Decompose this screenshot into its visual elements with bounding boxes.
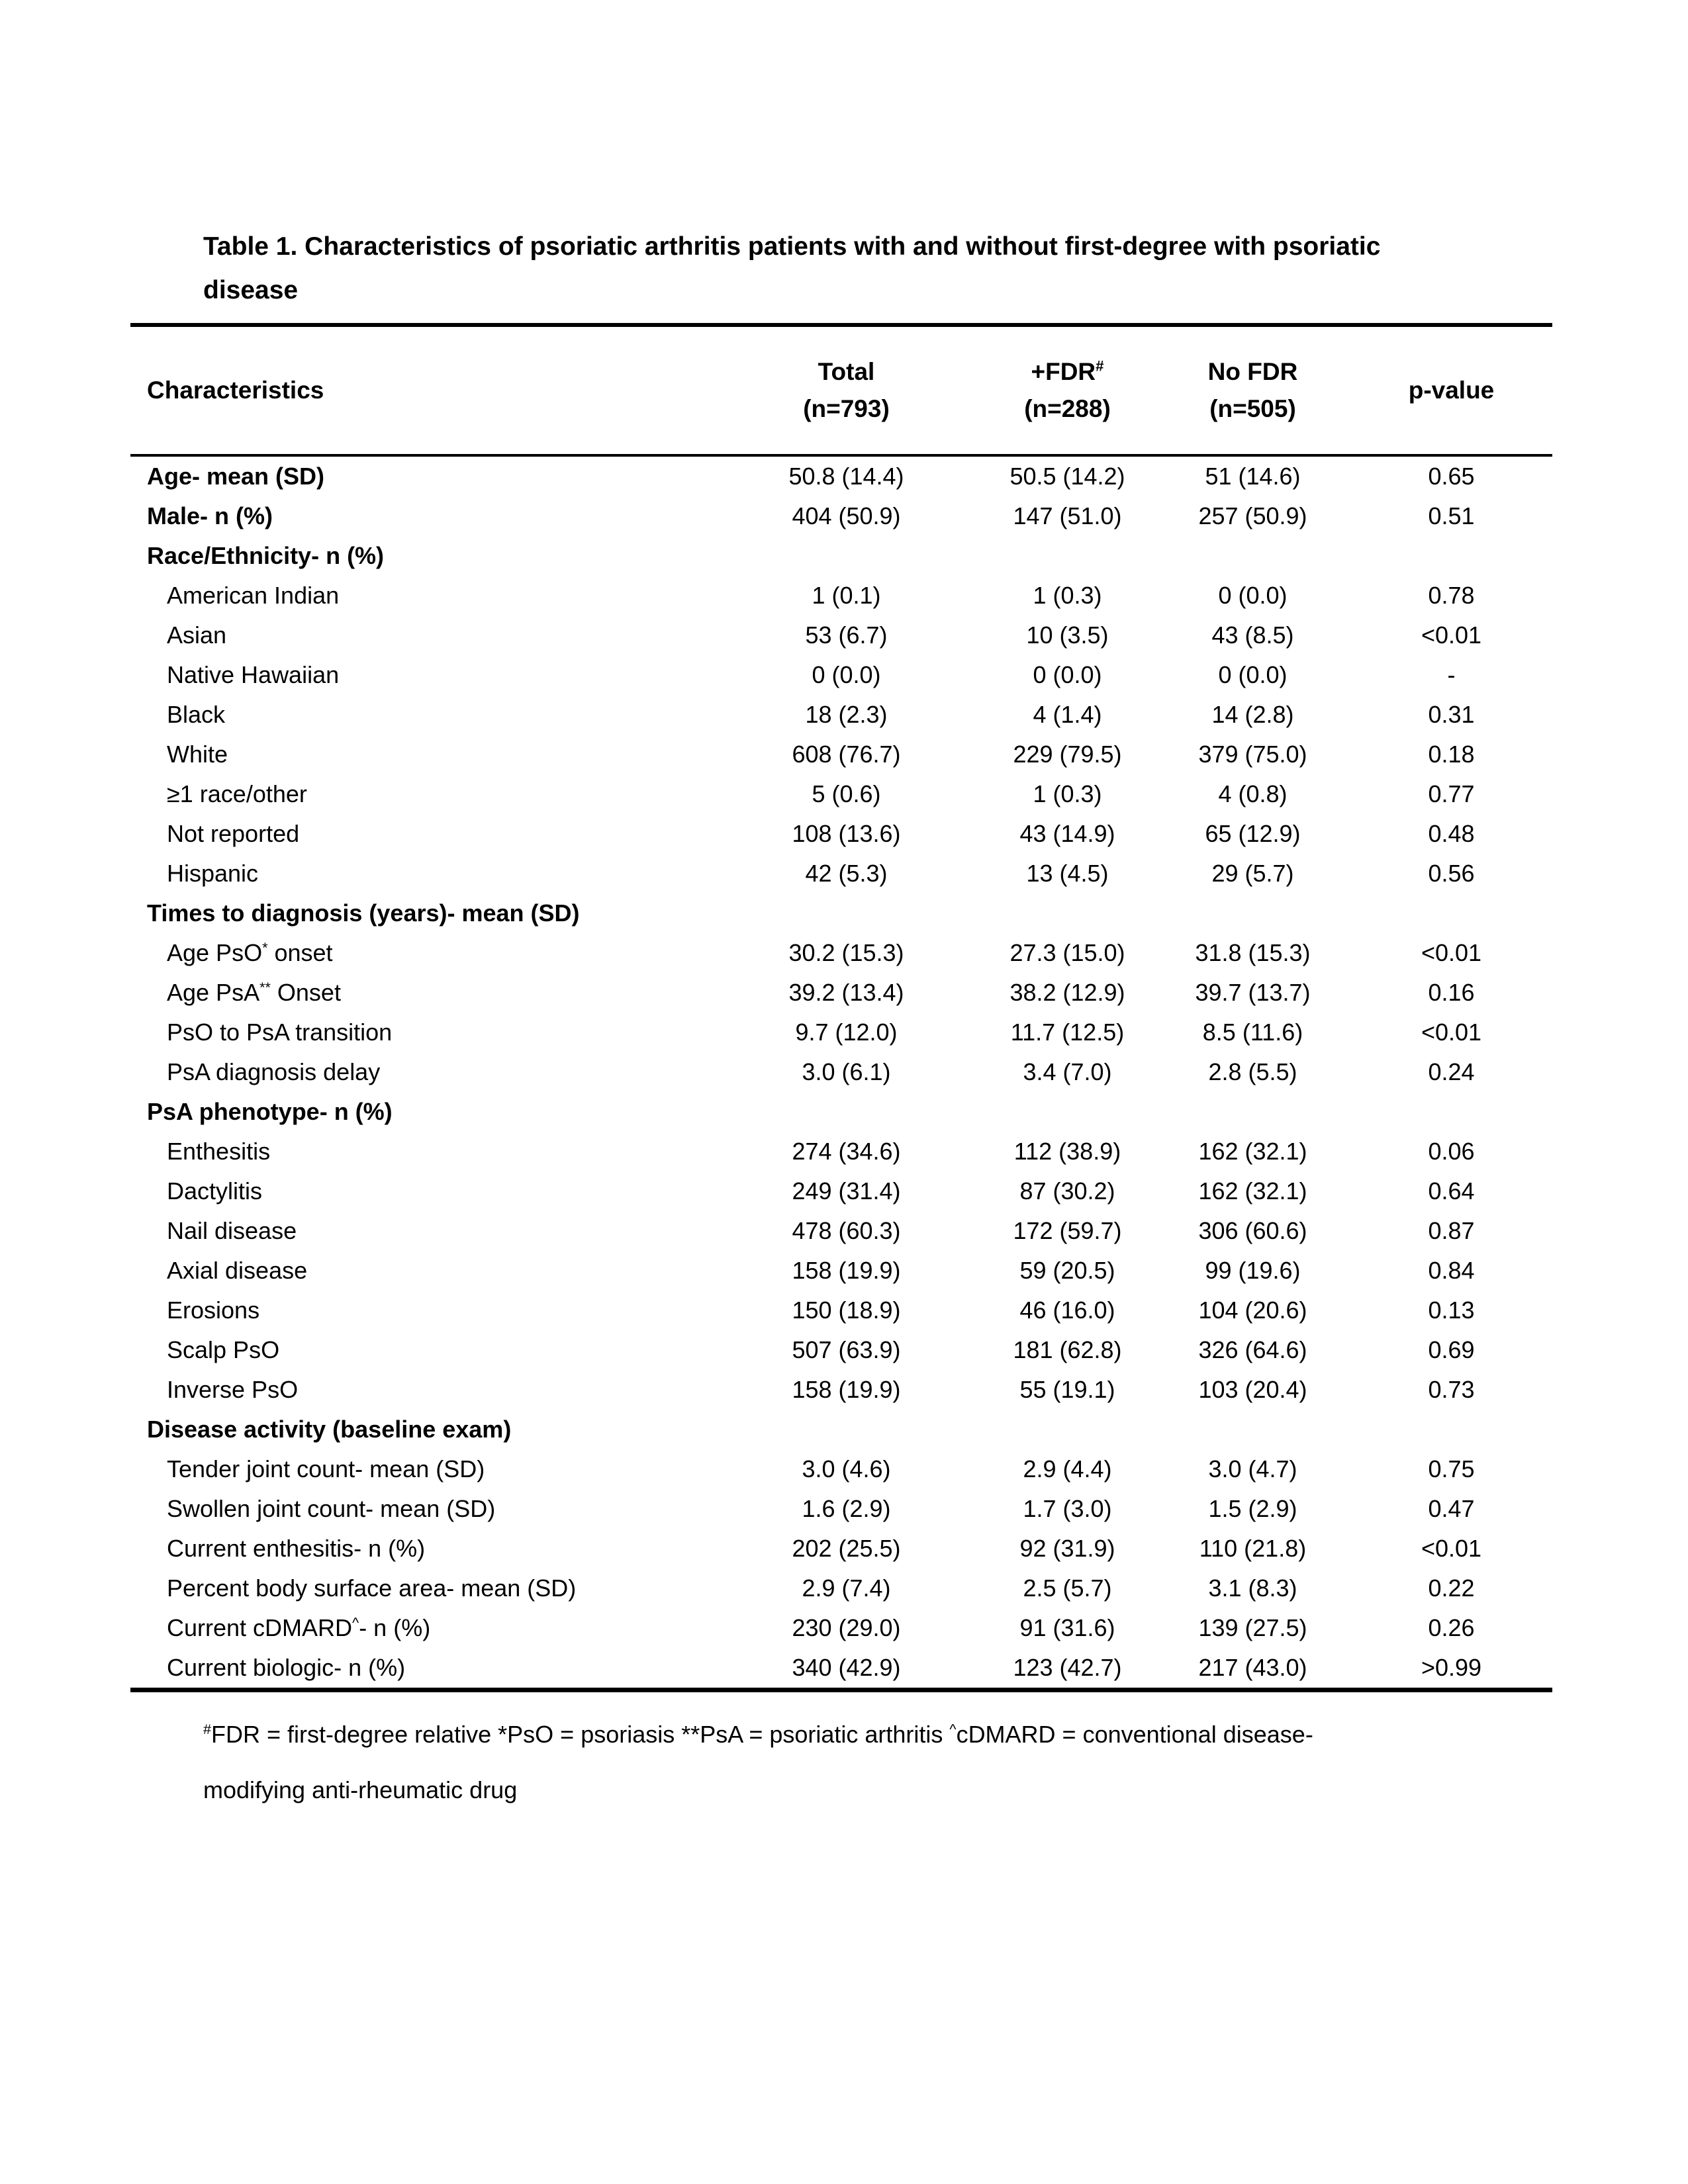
cell-pvalue: 0.84 xyxy=(1428,1257,1475,1284)
cell-nofdr: 31.8 (15.3) xyxy=(1195,939,1311,966)
cell-fdr: 11.7 (12.5) xyxy=(1010,1019,1125,1046)
cell-pvalue: 0.18 xyxy=(1428,741,1475,768)
table-body xyxy=(130,455,1552,1690)
cell-nofdr xyxy=(1155,1410,1350,1449)
cell-total: 50.8 (14.4) xyxy=(788,463,904,490)
table-row xyxy=(130,1648,1552,1690)
table-row xyxy=(130,933,1552,973)
table-row xyxy=(130,1489,1552,1529)
cell-nofdr: 39.7 (13.7) xyxy=(1195,979,1311,1006)
header-fdr-label xyxy=(980,353,1155,390)
table-row xyxy=(130,735,1552,774)
header-pvalue: p-value xyxy=(1408,377,1495,404)
cell-total: 1.6 (2.9) xyxy=(802,1495,891,1522)
cell-fdr: 38.2 (12.9) xyxy=(1009,979,1125,1006)
cell-pvalue: 0.26 xyxy=(1428,1614,1475,1641)
cell-total: 274 (34.6) xyxy=(792,1138,901,1165)
cell-pvalue: <0.01 xyxy=(1421,939,1482,966)
row-label: Enthesitis xyxy=(167,1138,271,1165)
cell-pvalue: >0.99 xyxy=(1421,1654,1482,1681)
row-label: Current biologic- n (%) xyxy=(167,1654,406,1681)
cell-total: 150 (18.9) xyxy=(792,1297,901,1324)
cell-total: 5 (0.6) xyxy=(812,780,881,807)
table-row xyxy=(130,1291,1552,1330)
row-label: Tender joint count- mean (SD) xyxy=(167,1455,485,1482)
table-row xyxy=(130,1370,1552,1410)
cell-total: 9.7 (12.0) xyxy=(795,1019,898,1046)
cell-nofdr: 306 (60.6) xyxy=(1198,1217,1307,1244)
cell-nofdr: 3.0 (4.7) xyxy=(1208,1455,1297,1482)
cell-total: 230 (29.0) xyxy=(792,1614,901,1641)
cell-nofdr: 29 (5.7) xyxy=(1211,860,1294,887)
table-row xyxy=(130,655,1552,695)
cell-total: 158 (19.9) xyxy=(792,1376,901,1403)
cell-total: 30.2 (15.3) xyxy=(788,939,904,966)
cell-total: 2.9 (7.4) xyxy=(802,1574,891,1602)
cell-fdr: 50.5 (14.2) xyxy=(1009,463,1125,490)
cell-nofdr: 4 (0.8) xyxy=(1218,780,1288,807)
cell-fdr: 1 (0.3) xyxy=(1033,780,1102,807)
table-row xyxy=(130,1211,1552,1251)
table-row xyxy=(130,1171,1552,1211)
cell-nofdr: 14 (2.8) xyxy=(1211,701,1294,728)
row-label: Dactylitis xyxy=(167,1177,263,1205)
header-fdr xyxy=(980,325,1155,455)
table-row xyxy=(130,536,1552,576)
cell-pvalue: 0.87 xyxy=(1428,1217,1475,1244)
cell-pvalue: 0.56 xyxy=(1428,860,1475,887)
row-label-superscript: ^ xyxy=(352,1614,359,1631)
cell-total: 202 (25.5) xyxy=(792,1535,901,1562)
table-row xyxy=(130,973,1552,1013)
cell-fdr: 27.3 (15.0) xyxy=(1009,939,1125,966)
cell-total xyxy=(713,536,980,576)
table-row xyxy=(130,893,1552,933)
cell-pvalue: 0.77 xyxy=(1428,780,1475,807)
cell-total xyxy=(713,1410,980,1449)
cell-total: 249 (31.4) xyxy=(792,1177,901,1205)
table-row xyxy=(130,695,1552,735)
cell-nofdr: 51 (14.6) xyxy=(1205,463,1301,490)
cell-total: 507 (63.9) xyxy=(792,1336,901,1363)
table-row xyxy=(130,1608,1552,1648)
row-label: PsO to PsA transition xyxy=(167,1019,393,1046)
cell-fdr: 87 (30.2) xyxy=(1019,1177,1115,1205)
cell-nofdr: 0 (0.0) xyxy=(1218,582,1288,609)
table-header xyxy=(130,325,1552,455)
cell-nofdr: 0 (0.0) xyxy=(1218,661,1288,688)
table-title-line2: disease xyxy=(203,276,299,304)
cell-total: 39.2 (13.4) xyxy=(788,979,904,1006)
cell-nofdr xyxy=(1155,1092,1350,1132)
header-total-n: (n=793) xyxy=(803,395,890,422)
table-title xyxy=(130,225,1552,312)
footnote-part1: FDR = first-degree relative *PsO = psoriasis **PsA = psoriatic arthritis xyxy=(211,1721,950,1748)
cell-fdr xyxy=(980,536,1155,576)
row-label: White xyxy=(167,741,228,768)
row-label: Age PsO* onset xyxy=(167,939,333,966)
header-fdr-sup: # xyxy=(1096,357,1104,375)
header-total-label: Total xyxy=(818,358,875,385)
table-row xyxy=(130,1092,1552,1132)
cell-fdr: 0 (0.0) xyxy=(1033,661,1102,688)
row-label: Black xyxy=(167,701,226,728)
table-row xyxy=(130,1410,1552,1449)
row-label-superscript: ** xyxy=(259,979,271,995)
table-row xyxy=(130,615,1552,655)
cell-nofdr: 65 (12.9) xyxy=(1205,820,1301,847)
cell-total: 3.0 (6.1) xyxy=(802,1058,891,1085)
cell-fdr xyxy=(980,893,1155,933)
row-label: Age PsA** Onset xyxy=(167,979,341,1006)
cell-fdr: 229 (79.5) xyxy=(1013,741,1122,768)
row-label: Nail disease xyxy=(167,1217,297,1244)
cell-nofdr: 1.5 (2.9) xyxy=(1208,1495,1297,1522)
cell-total: 0 (0.0) xyxy=(812,661,881,688)
cell-pvalue: 0.47 xyxy=(1428,1495,1475,1522)
header-nofdr xyxy=(1155,325,1350,455)
row-label: Times to diagnosis (years)- mean (SD) xyxy=(147,899,580,927)
cell-total: 18 (2.3) xyxy=(805,701,888,728)
cell-pvalue: 0.78 xyxy=(1428,582,1475,609)
cell-nofdr: 217 (43.0) xyxy=(1198,1654,1307,1681)
row-label: PsA phenotype- n (%) xyxy=(147,1098,393,1125)
cell-pvalue: - xyxy=(1447,661,1456,688)
footnote-line2: modifying anti-rheumatic drug xyxy=(203,1776,518,1803)
table-row xyxy=(130,854,1552,893)
table-row xyxy=(130,576,1552,615)
cell-fdr: 59 (20.5) xyxy=(1019,1257,1115,1284)
row-label: Age- mean (SD) xyxy=(147,463,325,490)
row-label: Inverse PsO xyxy=(167,1376,299,1403)
cell-total: 340 (42.9) xyxy=(792,1654,901,1681)
cell-pvalue: 0.22 xyxy=(1428,1574,1475,1602)
cell-pvalue: 0.13 xyxy=(1428,1297,1475,1324)
cell-pvalue xyxy=(1350,893,1552,933)
cell-total: 53 (6.7) xyxy=(805,621,888,649)
cell-nofdr xyxy=(1155,536,1350,576)
table-row xyxy=(130,814,1552,854)
cell-total: 108 (13.6) xyxy=(792,820,901,847)
cell-pvalue: 0.51 xyxy=(1428,502,1475,529)
cell-fdr: 1.7 (3.0) xyxy=(1023,1495,1112,1522)
cell-nofdr: 379 (75.0) xyxy=(1198,741,1307,768)
cell-nofdr: 162 (32.1) xyxy=(1198,1177,1307,1205)
characteristics-table xyxy=(130,323,1552,1692)
cell-pvalue: 0.31 xyxy=(1428,701,1475,728)
cell-total: 478 (60.3) xyxy=(792,1217,901,1244)
cell-fdr: 91 (31.6) xyxy=(1019,1614,1115,1641)
header-fdr-n: (n=288) xyxy=(1024,395,1111,422)
table-row xyxy=(130,1330,1552,1370)
table-row xyxy=(130,774,1552,814)
row-label-superscript: * xyxy=(262,939,268,956)
cell-pvalue: <0.01 xyxy=(1421,621,1482,649)
row-label: ≥1 race/other xyxy=(167,780,307,807)
row-label: Swollen joint count- mean (SD) xyxy=(167,1495,496,1522)
cell-fdr: 123 (42.7) xyxy=(1013,1654,1122,1681)
cell-total: 1 (0.1) xyxy=(812,582,881,609)
row-label: Race/Ethnicity- n (%) xyxy=(147,542,385,569)
cell-total: 3.0 (4.6) xyxy=(802,1455,891,1482)
cell-total: 608 (76.7) xyxy=(792,741,901,768)
header-nofdr-n: (n=505) xyxy=(1209,395,1296,422)
cell-fdr: 43 (14.9) xyxy=(1019,820,1115,847)
table-footnote xyxy=(130,1707,1552,1818)
row-label: Axial disease xyxy=(167,1257,308,1284)
cell-pvalue: 0.69 xyxy=(1428,1336,1475,1363)
row-label: Disease activity (baseline exam) xyxy=(147,1416,512,1443)
row-label: Male- n (%) xyxy=(147,502,273,529)
cell-fdr: 181 (62.8) xyxy=(1013,1336,1122,1363)
cell-nofdr: 139 (27.5) xyxy=(1198,1614,1307,1641)
cell-pvalue: 0.64 xyxy=(1428,1177,1475,1205)
cell-fdr: 1 (0.3) xyxy=(1033,582,1102,609)
footnote-line1 xyxy=(203,1707,1552,1762)
header-row xyxy=(130,325,1552,455)
table-row xyxy=(130,1013,1552,1052)
table-row xyxy=(130,1251,1552,1291)
table-row xyxy=(130,1569,1552,1608)
cell-fdr: 55 (19.1) xyxy=(1019,1376,1115,1403)
cell-nofdr: 8.5 (11.6) xyxy=(1202,1019,1303,1046)
row-label: Percent body surface area- mean (SD) xyxy=(167,1574,577,1602)
cell-nofdr: 103 (20.4) xyxy=(1198,1376,1307,1403)
cell-fdr: 3.4 (7.0) xyxy=(1023,1058,1112,1085)
cell-nofdr: 2.8 (5.5) xyxy=(1208,1058,1297,1085)
cell-pvalue: 0.24 xyxy=(1428,1058,1475,1085)
row-label: Asian xyxy=(167,621,227,649)
cell-fdr: 46 (16.0) xyxy=(1019,1297,1115,1324)
header-fdr-text: +FDR xyxy=(1031,358,1096,385)
cell-fdr: 172 (59.7) xyxy=(1013,1217,1122,1244)
cell-nofdr: 99 (19.6) xyxy=(1205,1257,1301,1284)
row-label: American Indian xyxy=(167,582,340,609)
cell-pvalue: 0.48 xyxy=(1428,820,1475,847)
cell-nofdr: 3.1 (8.3) xyxy=(1208,1574,1297,1602)
cell-nofdr xyxy=(1155,893,1350,933)
cell-total xyxy=(713,893,980,933)
table-row xyxy=(130,1132,1552,1171)
table-row xyxy=(130,455,1552,496)
cell-total: 158 (19.9) xyxy=(792,1257,901,1284)
cell-pvalue xyxy=(1350,1092,1552,1132)
cell-pvalue: 0.16 xyxy=(1428,979,1475,1006)
cell-nofdr: 162 (32.1) xyxy=(1198,1138,1307,1165)
row-label: Scalp PsO xyxy=(167,1336,280,1363)
cell-nofdr: 326 (64.6) xyxy=(1198,1336,1307,1363)
row-label: Current cDMARD^- n (%) xyxy=(167,1614,431,1641)
cell-nofdr: 110 (21.8) xyxy=(1199,1535,1307,1562)
cell-fdr: 2.9 (4.4) xyxy=(1023,1455,1112,1482)
cell-fdr xyxy=(980,1092,1155,1132)
cell-nofdr: 104 (20.6) xyxy=(1198,1297,1307,1324)
table-row xyxy=(130,1052,1552,1092)
row-label: Current enthesitis- n (%) xyxy=(167,1535,426,1562)
header-characteristics: Characteristics xyxy=(147,377,324,404)
cell-pvalue: <0.01 xyxy=(1421,1535,1482,1562)
footnote-sup-hash: # xyxy=(203,1721,212,1737)
cell-total xyxy=(713,1092,980,1132)
cell-pvalue: 0.06 xyxy=(1428,1138,1475,1165)
cell-total: 404 (50.9) xyxy=(792,502,901,529)
row-label: Erosions xyxy=(167,1297,260,1324)
table-title-line1: Table 1. Characteristics of psoriatic arthritis patients with and without first-degree with psoriatic xyxy=(203,232,1381,261)
header-total xyxy=(713,325,980,455)
table-row xyxy=(130,1529,1552,1569)
cell-fdr xyxy=(980,1410,1155,1449)
cell-pvalue: 0.65 xyxy=(1428,463,1475,490)
cell-fdr: 147 (51.0) xyxy=(1013,502,1122,529)
cell-fdr: 2.5 (5.7) xyxy=(1023,1574,1112,1602)
cell-pvalue xyxy=(1350,1410,1552,1449)
footnote-sup-caret: ^ xyxy=(949,1721,957,1737)
row-label: Native Hawaiian xyxy=(167,661,340,688)
cell-pvalue xyxy=(1350,536,1552,576)
table-row xyxy=(130,1449,1552,1489)
cell-fdr: 13 (4.5) xyxy=(1026,860,1109,887)
footnote-part2: cDMARD = conventional disease- xyxy=(956,1721,1313,1748)
table-row xyxy=(130,496,1552,536)
row-label: Not reported xyxy=(167,820,300,847)
cell-fdr: 112 (38.9) xyxy=(1013,1138,1121,1165)
cell-total: 42 (5.3) xyxy=(805,860,888,887)
row-label: PsA diagnosis delay xyxy=(167,1058,381,1085)
header-nofdr-label: No FDR xyxy=(1207,358,1298,385)
cell-pvalue: 0.75 xyxy=(1428,1455,1475,1482)
cell-fdr: 92 (31.9) xyxy=(1019,1535,1115,1562)
cell-pvalue: 0.73 xyxy=(1428,1376,1475,1403)
row-label: Hispanic xyxy=(167,860,259,887)
cell-fdr: 10 (3.5) xyxy=(1026,621,1109,649)
cell-pvalue: <0.01 xyxy=(1421,1019,1482,1046)
table-block xyxy=(130,225,1552,1818)
cell-nofdr: 257 (50.9) xyxy=(1198,502,1307,529)
cell-nofdr: 43 (8.5) xyxy=(1211,621,1294,649)
cell-fdr: 4 (1.4) xyxy=(1033,701,1102,728)
